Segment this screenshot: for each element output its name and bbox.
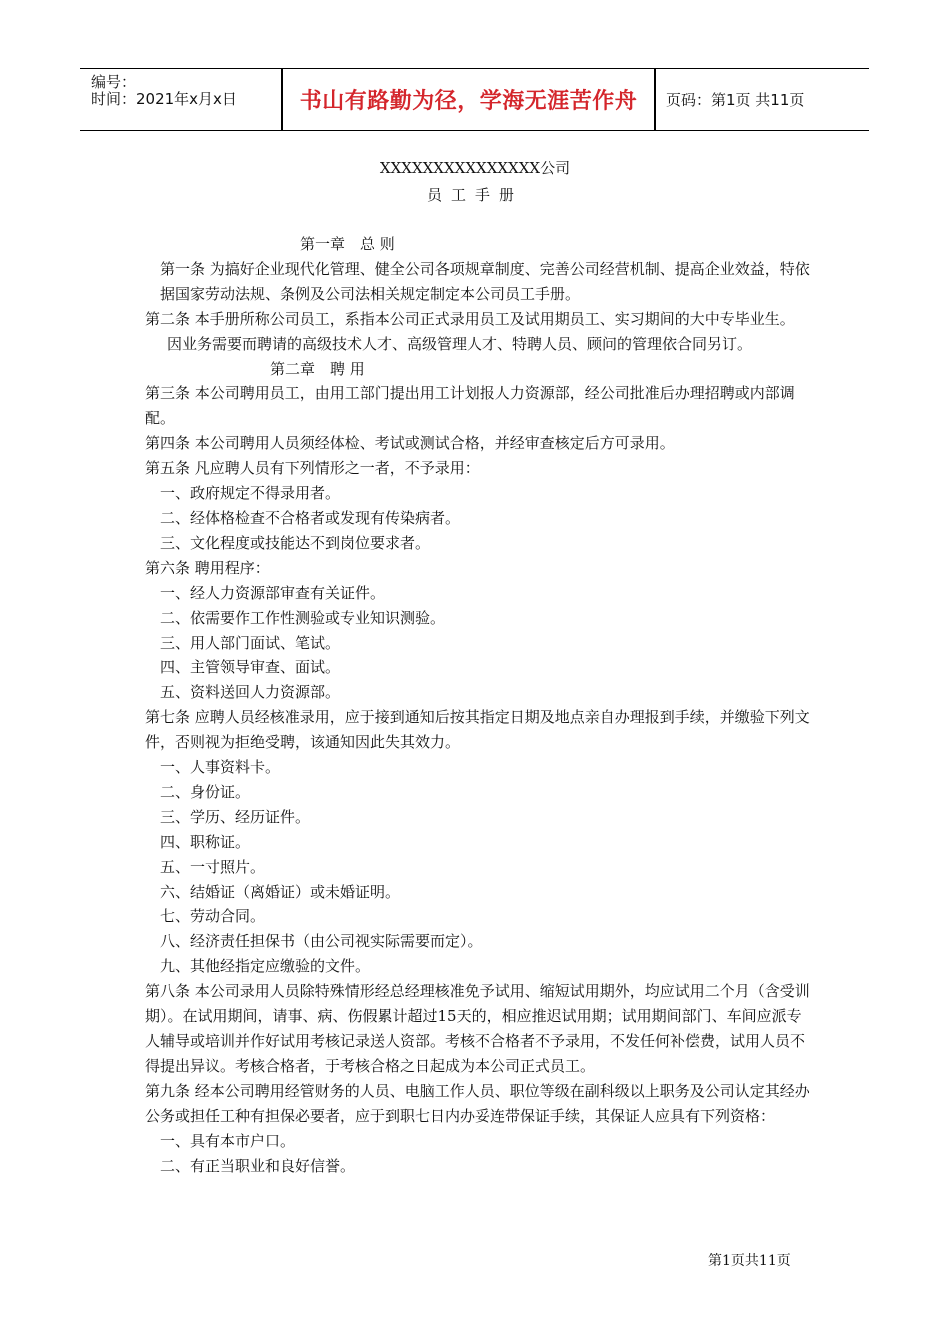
- paragraph: 二、身份证。: [160, 782, 251, 801]
- document-date: 时间：2021年x月x日: [91, 90, 237, 108]
- paragraph: 第一条 为搞好企业现代化管理、健全公司各项规章制度、完善公司经营机制、提高企业效益，特依据国家劳动法规、条例及公司法相关规定制定本公司员工手册。: [160, 259, 810, 303]
- paragraph: 五、资料送回人力资源部。: [160, 683, 341, 702]
- document-title: 员工手册: [426, 186, 523, 204]
- paragraph: 一、具有本市户口。: [160, 1131, 296, 1150]
- paragraph: 二、依需要作工作性测验或专业知识测验。: [160, 608, 446, 627]
- paragraph: 六、结婚证（离婚证）或未婚证明。: [160, 882, 401, 901]
- page-footer: 第1页共11页: [708, 1253, 791, 1269]
- paragraph: 第三条 本公司聘用员工，由用工部门提出用工计划报人力资源部，经公司批准后办理招聘或内部调配。: [145, 384, 795, 428]
- paragraph: 二、有正当职业和良好信誉。: [160, 1156, 356, 1175]
- paragraph: 二、经体格检查不合格者或发现有传染病者。: [160, 508, 461, 527]
- paragraph: 七、劳动合同。: [160, 907, 266, 926]
- header-motto: 书山有路勤为径，学海无涯苦作舟: [299, 89, 638, 114]
- document-body: [145, 232, 810, 1178]
- chapter-heading: 第一章 总 则: [300, 235, 395, 253]
- header-divider: [654, 69, 656, 130]
- header-page-info: 页码：第1页 共11页: [666, 91, 805, 109]
- company-name: XXXXXXXXXXXXXXX公司: [379, 159, 571, 177]
- paragraph: 第六条 聘用程序：: [145, 558, 270, 577]
- chapter-heading: 第二章 聘 用: [270, 359, 365, 378]
- document-number-label: 编号：: [91, 73, 137, 91]
- paragraph: 第二条 本手册所称公司员工，系指本公司正式录用员工及试用期员工、实习期间的大中专毕业生。: [145, 309, 795, 328]
- paragraph: 第五条 凡应聘人员有下列情形之一者，不予录用：: [145, 459, 480, 478]
- paragraph: 四、主管领导审查、面试。: [160, 658, 341, 677]
- paragraph: 第九条 经本公司聘用经管财务的人员、电脑工作人员、职位等级在副科级以上职务及公司认定其经办公务或担任工种有担保必要者，应于到职七日内办妥连带保证手续，其保证人应具有下列资格：: [145, 1081, 810, 1125]
- paragraph: 九、其他经指定应缴验的文件。: [160, 957, 371, 976]
- paragraph: 三、文化程度或技能达不到岗位要求者。: [160, 533, 431, 552]
- paragraph: 三、学历、经历证件。: [160, 807, 311, 826]
- paragraph: 因业务需要而聘请的高级技术人才、高级管理人才、特聘人员、顾问的管理依合同另订。: [167, 334, 753, 353]
- paragraph: 三、用人部门面试、笔试。: [160, 633, 341, 652]
- paragraph: 八、经济责任担保书（由公司视实际需要而定）。: [160, 932, 483, 951]
- page-header: [80, 68, 869, 131]
- paragraph: 一、人事资料卡。: [160, 758, 281, 777]
- paragraph: 第四条 本公司聘用人员须经体检、考试或测试合格，并经审查核定后方可录用。: [145, 434, 675, 453]
- paragraph: 第八条 本公司录用人员除特殊情形经总经理核准免予试用、缩短试用期外，均应试用二个月（含受训期）。在试用期间，请事、病、伤假累计超过15天的，相应推迟试用期；试用期间部门、车间应派专人辅导或培训并作好试用考核记录送人资部。考核不合格者不予录用，不发任何补偿费，试用人员不得提出异议。考核合格者，于考核合格之日起成为本公司正式员工。: [145, 982, 810, 1075]
- paragraph: 四、职称证。: [160, 832, 251, 851]
- paragraph: 五、一寸照片。: [160, 857, 266, 876]
- header-info-cell: [80, 69, 281, 130]
- paragraph: 第七条 应聘人员经核准录用，应于接到通知后按其指定日期及地点亲自办理报到手续，并缴验下列文件，否则视为拒绝受聘，该通知因此失其效力。: [145, 708, 810, 752]
- paragraph: 一、政府规定不得录用者。: [160, 484, 341, 503]
- paragraph: 一、经人力资源部审查有关证件。: [160, 583, 386, 602]
